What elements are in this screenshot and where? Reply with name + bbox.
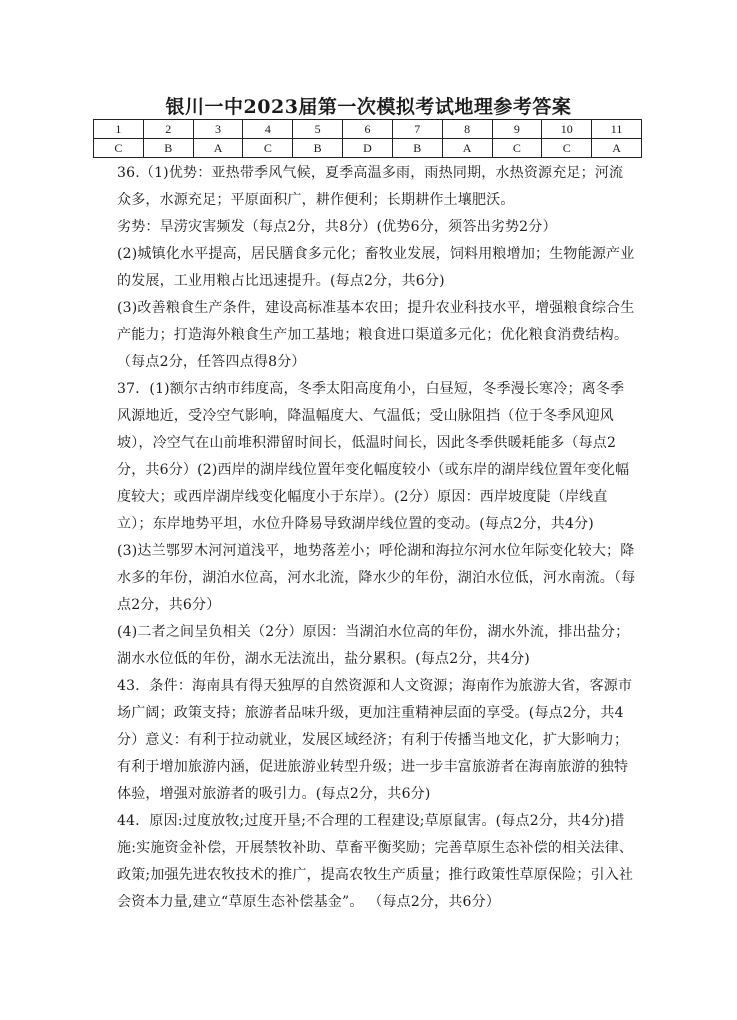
answer-paragraph-q37-4: (4)二者之间呈负相关（2分）原因：当湖泊水位高的年份，湖水外流，排出盐分；湖水水位低的年份，湖水无法流出，盐分累积。(每点2分，共4分) bbox=[117, 624, 630, 667]
answer-cell: A bbox=[592, 139, 642, 158]
answer-row bbox=[94, 139, 642, 158]
answer-cell: B bbox=[392, 139, 442, 158]
answer-cell: B bbox=[293, 139, 343, 158]
question-number: 7 bbox=[392, 120, 442, 139]
answer-paragraph-q37-1-2: 37．(1)额尔古纳市纬度高，冬季太阳高度角小，白昼短，冬季漫长寒冷；离冬季风源地近，受冷空气影响，降温幅度大、气温低；受山脉阻挡（位于冬季风迎风坡），冷空气在山前堆积滞留时间长，低温时间长，因此冬季供暖耗能多（每点2分，共6分）(2)西岸的湖岸线位置年变化幅度较小（或东岸的湖岸线位置年变化幅度较大；或西岸湖岸线变化幅度小于东岸）。(2分）原因：西岸坡度陡（岸线直立）；东岸地势平坦，水位升降易导致湖岸线位置的变动。(每点2分，共4分) bbox=[117, 381, 630, 532]
answer-paragraph-q43: 43．条件：海南具有得天独厚的自然资源和人文资源；海南作为旅游大省，客源市场广阔；政策支持；旅游者品味升级，更加注重精神层面的享受。(每点2分，共4分）意义：有利于拉动就业，发展区域经济；有利于传播当地文化，扩大影响力；有利于增加旅游内涵，促进旅游业转型升级；进一步丰富旅游者在海南旅游的独特体验，增强对旅游者的吸引力。(每点2分，共6分) bbox=[117, 678, 633, 802]
answer-cell: C bbox=[243, 139, 293, 158]
answer-cell: C bbox=[492, 139, 542, 158]
question-number: 4 bbox=[243, 120, 293, 139]
answer-cell: C bbox=[542, 139, 592, 158]
page-title: 银川一中2023届第一次模拟考试地理参考答案 bbox=[165, 96, 572, 118]
question-number: 8 bbox=[442, 120, 492, 139]
question-number: 10 bbox=[542, 120, 592, 139]
answer-paragraph-q44: 44．原因:过度放牧;过度开垦;不合理的工程建设;草原鼠害。(每点2分，共4分)措施:实施资金补偿，开展禁牧补助、草畜平衡奖励；完善草原生态补偿的相关法律、政策;加强先进农牧技术的推广，提高农牧生产质量；推行政策性草原保险；引入社会资本力量,建立“草原生态补偿基金”。 （每点2分，共6分） bbox=[117, 813, 634, 910]
answer-cell: A bbox=[193, 139, 243, 158]
question-number: 11 bbox=[592, 120, 642, 139]
question-number-row bbox=[94, 120, 642, 139]
question-number: 2 bbox=[143, 120, 193, 139]
answer-cell: A bbox=[442, 139, 492, 158]
answer-cell: D bbox=[343, 139, 393, 158]
question-number: 1 bbox=[94, 120, 144, 139]
question-number: 3 bbox=[193, 120, 243, 139]
answer-table bbox=[93, 119, 642, 158]
question-number: 6 bbox=[343, 120, 393, 139]
answer-explanations bbox=[117, 160, 637, 916]
question-number: 9 bbox=[492, 120, 542, 139]
answer-paragraph-q36-2: (2)城镇化水平提高，居民膳食多元化；畜牧业发展，饲料用粮增加；生物能源产业的发展，工业用粮占比迅速提升。(每点2分，共6分) bbox=[117, 246, 635, 289]
answer-paragraph-q36-1: 36.（1)优势：亚热带季风气候，夏季高温多雨，雨热同期，水热资源充足；河流众多，水源充足；平原面积广，耕作便利；长期耕作土壤肥沃。 bbox=[117, 165, 624, 208]
answer-paragraph-q37-3: (3)达兰鄂罗木河河道浅平，地势落差小；呼伦湖和海拉尔河水位年际变化较大；降水多的年份，湖泊水位高，河水北流，降水少的年份，湖泊水位低，河水南流。（每点2分，共6分） bbox=[117, 543, 636, 613]
answer-cell: B bbox=[143, 139, 193, 158]
answer-cell: C bbox=[94, 139, 144, 158]
answer-paragraph-q36-disadvantage: 劣势：旱涝灾害频发（每点2分，共8分）(优势6分，须答出劣势2分） bbox=[117, 219, 557, 235]
question-number: 5 bbox=[293, 120, 343, 139]
answer-paragraph-q36-3: (3)改善粮食生产条件，建设高标准基本农田；提升农业科技水平，增强粮食综合生产能力；打造海外粮食生产加工基地；粮食进口渠道多元化；优化粮食消费结构。（每点2分，任答四点得8分） bbox=[117, 300, 635, 370]
